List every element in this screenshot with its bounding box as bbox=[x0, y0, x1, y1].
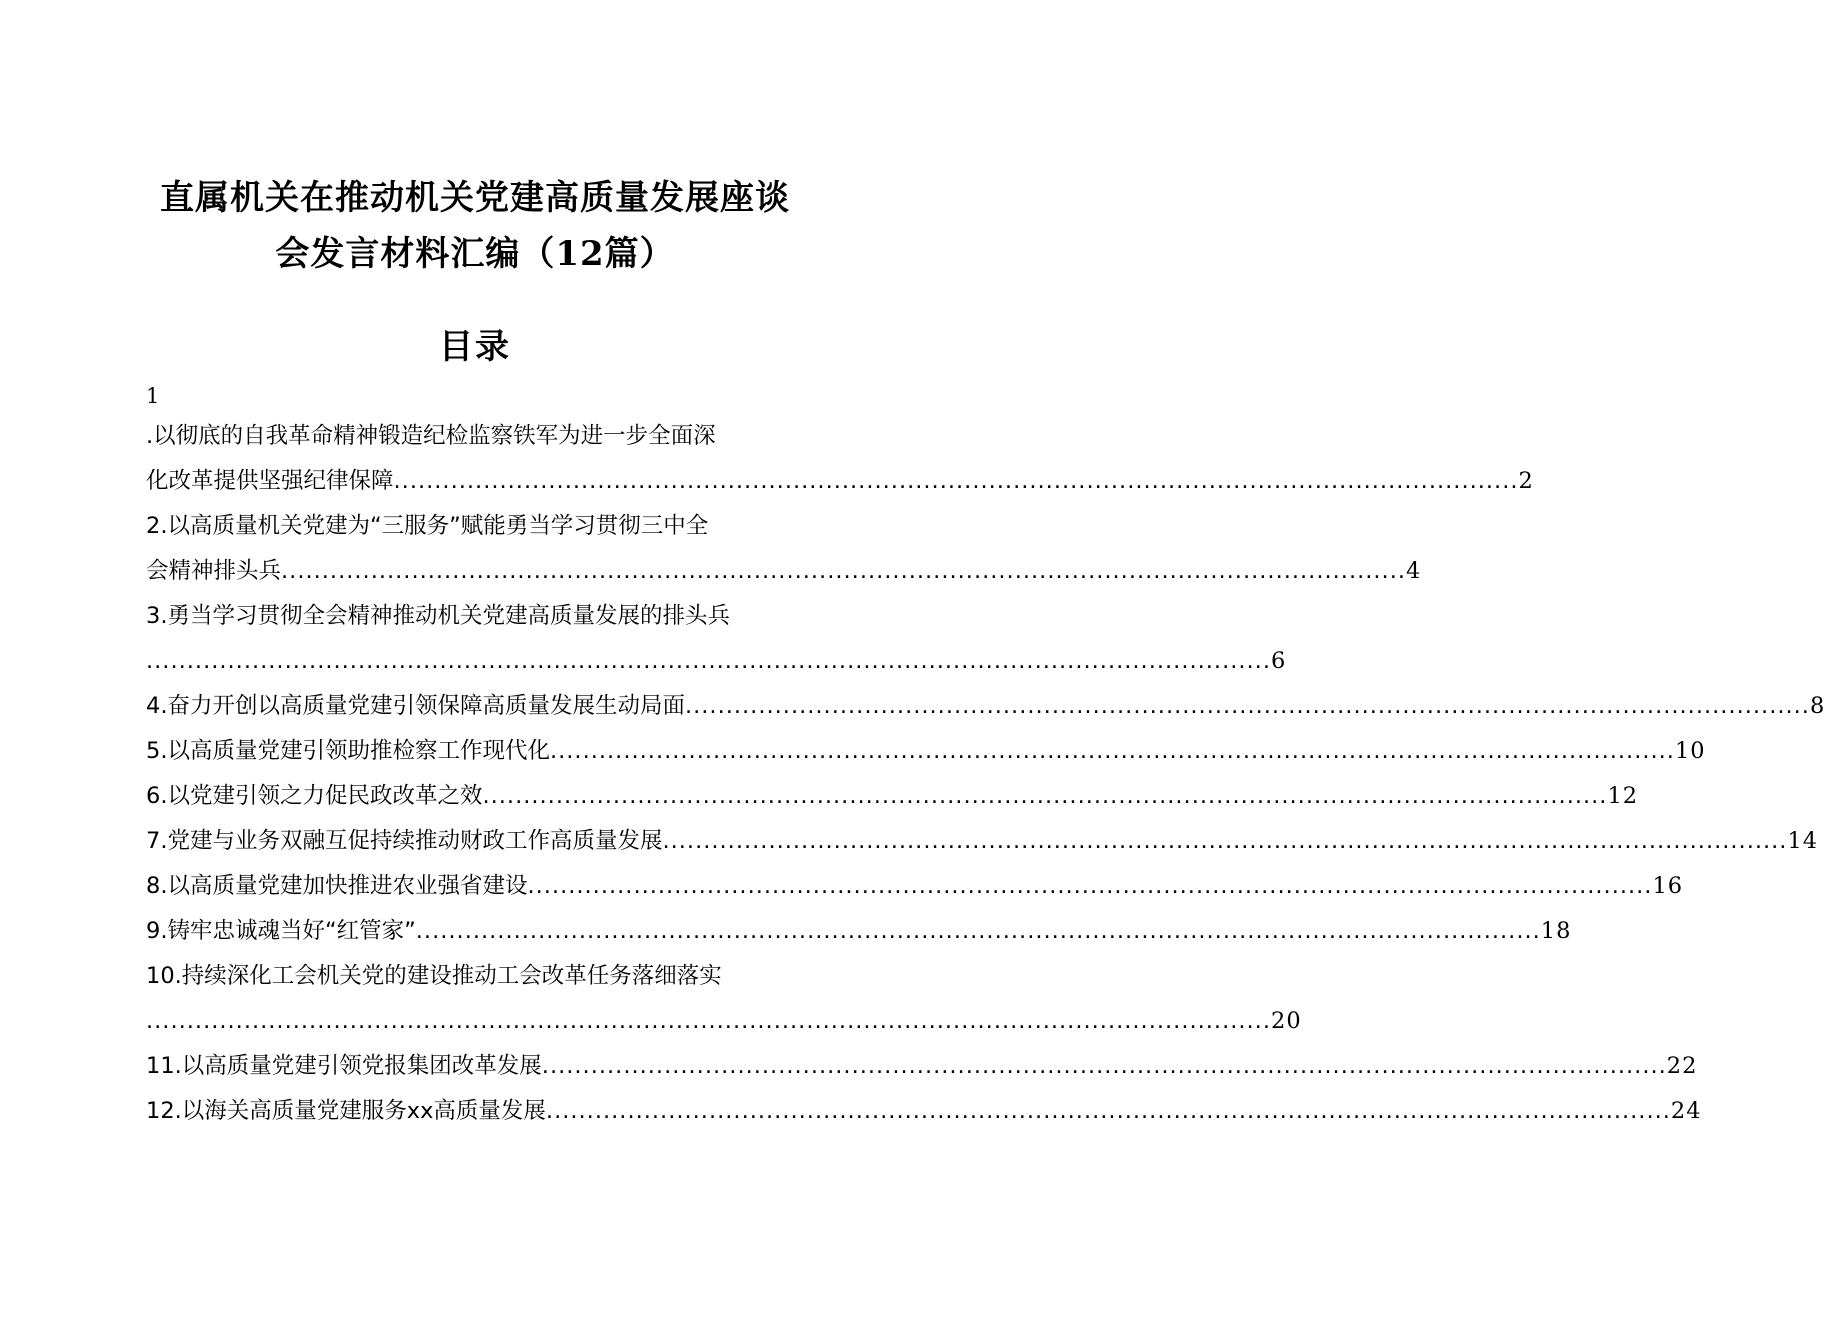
toc-dot-leader: .......................................................................................................................................... bbox=[549, 738, 1675, 764]
toc-entry[interactable] bbox=[146, 504, 1422, 594]
toc-dot-leader: .......................................................................................................................................... bbox=[146, 1008, 1271, 1034]
toc-dot-leader: .......................................................................................................................................... bbox=[146, 648, 1271, 674]
toc-entry-line bbox=[146, 774, 1639, 819]
toc-entry-text: 3.勇当学习贯彻全会精神推动机关党建高质量发展的排头兵 bbox=[146, 603, 730, 629]
toc-entry[interactable] bbox=[146, 909, 1572, 954]
toc-entry-line bbox=[146, 639, 1287, 684]
toc-entry-text: 4.奋力开创以高质量党建引领保障高质量发展生动局面 bbox=[146, 693, 685, 719]
table-of-contents bbox=[146, 378, 1825, 1134]
toc-page-number: 16 bbox=[1652, 873, 1684, 899]
toc-entry-line bbox=[146, 1044, 1698, 1089]
toc-entry-line bbox=[146, 819, 1819, 864]
toc-dot-leader: .......................................................................................................................................... bbox=[541, 1053, 1667, 1079]
toc-entry-line bbox=[146, 594, 806, 639]
toc-entry[interactable] bbox=[146, 774, 1639, 819]
toc-dot-leader: .......................................................................................................................................... bbox=[662, 828, 1788, 854]
toc-dot-leader: .......................................................................................................................................... bbox=[393, 468, 1519, 494]
toc-page-number: 4 bbox=[1406, 558, 1422, 584]
toc-entry[interactable] bbox=[146, 684, 1825, 729]
toc-page-number: 18 bbox=[1540, 918, 1572, 944]
toc-entry-text: 7.党建与业务双融互促持续推动财政工作高质量发展 bbox=[146, 828, 663, 854]
toc-entry-line bbox=[146, 378, 806, 414]
toc-entry-text: 12.以海关高质量党建服务xx高质量发展 bbox=[146, 1098, 546, 1124]
toc-entry-text: 1 bbox=[146, 384, 160, 408]
toc-page-number: 12 bbox=[1607, 783, 1639, 809]
toc-entry[interactable] bbox=[146, 414, 1534, 504]
toc-page-number: 20 bbox=[1271, 1008, 1302, 1034]
toc-entry-line bbox=[146, 684, 1825, 729]
toc-entry[interactable] bbox=[146, 1044, 1698, 1089]
toc-entry-text: 9.铸牢忠诚魂当好“红管家” bbox=[146, 918, 416, 944]
document-title-line-2: 会发言材料汇编（12篇） bbox=[275, 234, 675, 274]
toc-entry-text: 6.以党建引领之力促民政改革之效 bbox=[146, 783, 483, 809]
toc-page-number: 22 bbox=[1666, 1053, 1698, 1079]
toc-dot-leader: .......................................................................................................................................... bbox=[415, 918, 1541, 944]
toc-page-number: 6 bbox=[1271, 648, 1287, 674]
toc-entry-line bbox=[146, 504, 806, 549]
toc-entry-text: 2.以高质量机关党建为“三服务”赋能勇当学习贯彻三中全 bbox=[146, 513, 709, 539]
toc-dot-leader: .......................................................................................................................................... bbox=[482, 783, 1608, 809]
toc-entry-line bbox=[146, 1089, 1702, 1134]
toc-entry-text: 会精神排头兵 bbox=[146, 558, 282, 584]
toc-dot-leader: .......................................................................................................................................... bbox=[281, 558, 1407, 584]
toc-page-number: 24 bbox=[1670, 1098, 1702, 1124]
toc-page-number: 2 bbox=[1518, 468, 1534, 494]
toc-entry-text: .以彻底的自我革命精神锻造纪检监察铁军为进一步全面深 bbox=[146, 423, 716, 449]
toc-entry-line bbox=[146, 999, 1302, 1044]
toc-entry[interactable] bbox=[146, 378, 806, 414]
toc-page-number: 10 bbox=[1674, 738, 1706, 764]
toc-dot-leader: .......................................................................................................................................... bbox=[545, 1098, 1671, 1124]
toc-heading: 目录 bbox=[439, 327, 511, 367]
toc-entry-line bbox=[146, 459, 1534, 504]
toc-entry[interactable] bbox=[146, 864, 1684, 909]
toc-entry-line bbox=[146, 864, 1684, 909]
toc-entry[interactable] bbox=[146, 594, 1287, 684]
toc-dot-leader: .......................................................................................................................................... bbox=[527, 873, 1653, 899]
toc-page-number: 14 bbox=[1787, 828, 1819, 854]
toc-entry-line bbox=[146, 954, 806, 999]
toc-page-number: 8 bbox=[1809, 693, 1825, 719]
toc-dot-leader: .......................................................................................................................................... bbox=[684, 693, 1810, 719]
toc-entry[interactable] bbox=[146, 954, 1302, 1044]
toc-entry-line bbox=[146, 729, 1706, 774]
toc-entry-line bbox=[146, 549, 1422, 594]
toc-entry-text: 10.持续深化工会机关党的建设推动工会改革任务落细落实 bbox=[146, 963, 722, 989]
toc-entry-line bbox=[146, 909, 1572, 954]
toc-entry[interactable] bbox=[146, 819, 1819, 864]
toc-entry[interactable] bbox=[146, 1089, 1702, 1134]
toc-entry[interactable] bbox=[146, 729, 1706, 774]
document-title-line-1: 直属机关在推动机关党建高质量发展座谈 bbox=[160, 178, 790, 218]
toc-entry-text: 5.以高质量党建引领助推检察工作现代化 bbox=[146, 738, 550, 764]
toc-entry-text: 11.以高质量党建引领党报集团改革发展 bbox=[146, 1053, 542, 1079]
toc-entry-text: 化改革提供坚强纪律保障 bbox=[146, 468, 394, 494]
toc-entry-text: 8.以高质量党建加快推进农业强省建设 bbox=[146, 873, 528, 899]
document-title bbox=[120, 170, 830, 282]
toc-entry-line bbox=[146, 414, 806, 459]
